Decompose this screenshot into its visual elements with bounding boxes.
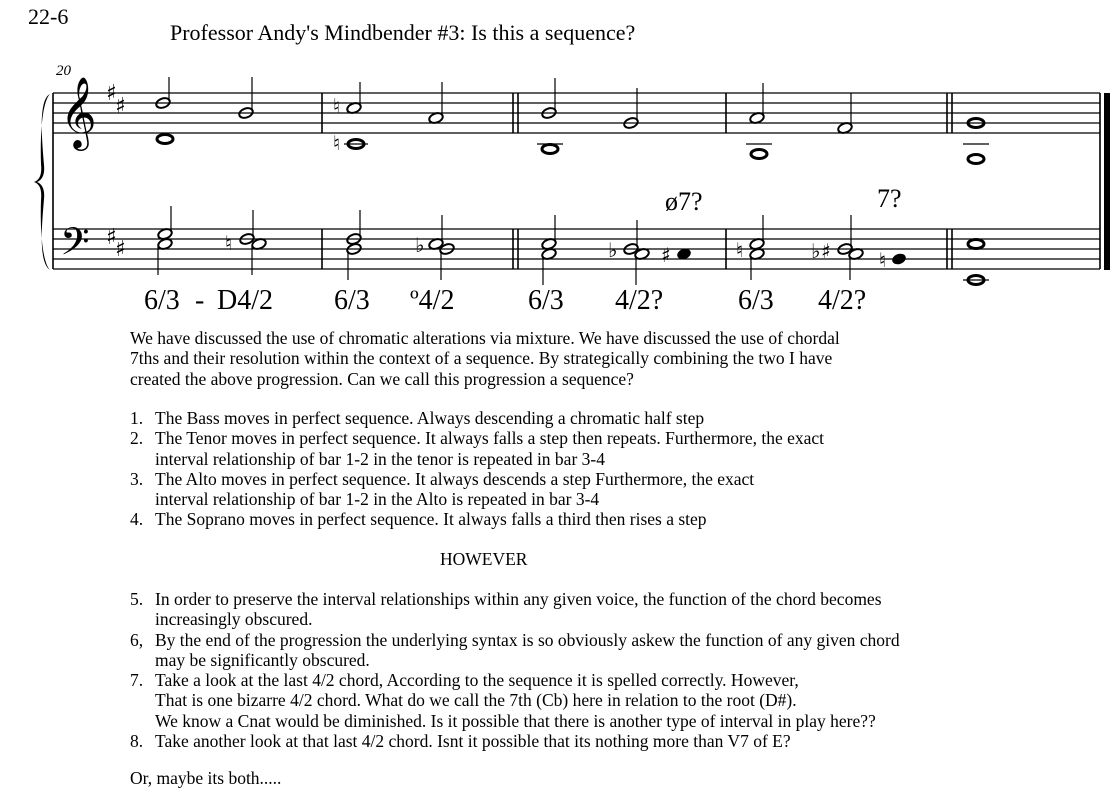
intro-line: 7ths and their resolution within the context of a sequence. By strategically combining the two I have	[130, 348, 833, 369]
treble-clef-icon: 𝄞	[60, 75, 97, 148]
figure-label: 4/2?	[615, 285, 664, 316]
intro-line: created the above progression. Can we call this progression a sequence?	[130, 368, 634, 389]
sharp-icon: ♯	[106, 81, 117, 106]
figure-label: 6/3	[334, 285, 370, 316]
sharp-icon: ♯	[821, 239, 831, 263]
flat-icon: ♭	[608, 238, 618, 262]
figure-label: 6/3	[144, 285, 180, 316]
intro-line: We have discussed the use of chromatic alterations via mixture. We have discussed the use of chordal	[130, 328, 840, 348]
list-item: 7. Take a look at the last 4/2 chord, According to the sequence it is spelled correctly. However, That is one bizarre 4/2 chord. What do we call the 7th (Cb) here in relation to the root (D#). We know a Cnat would be diminished. Is it possible that there is another type of interval in play here??	[130, 670, 876, 731]
figure-label: 4/2?	[818, 285, 867, 316]
figure-label: 6/3	[738, 285, 774, 316]
treble-staff	[53, 93, 1100, 133]
figure-label: -	[195, 285, 205, 316]
measure-number: 20	[56, 63, 71, 79]
caveats-list	[130, 589, 900, 751]
figure-label: D4/2	[217, 285, 273, 316]
list-item: 6, By the end of the progression the underlying syntax is so obviously askew the function of any given chord may be significantly obscured.	[130, 629, 900, 670]
list-item: 5. In order to preserve the interval relationships within any given voice, the function of the chord becomes increasingly obscured.	[130, 589, 882, 630]
list-item: 1. The Bass moves in perfect sequence. Always descending a chromatic half step	[130, 408, 705, 428]
list-item: 8. Take another look at that last 4/2 chord. Isnt it possible that its nothing more than V7 of E?	[130, 731, 791, 752]
page-title: Professor Andy's Mindbender #3: Is this a sequence?	[170, 20, 636, 45]
list-item: 4. The Soprano moves in perfect sequence. It always falls a third then rises a step	[130, 509, 707, 530]
flat-icon: ♭	[415, 233, 425, 257]
list-item: 2. The Tenor moves in perfect sequence. It always falls a step then repeats. Furthermore, the exact interval relationship of bar 1-2 in the tenor is repeated in bar 3-4	[130, 428, 825, 469]
sharp-icon: ♯	[115, 237, 126, 262]
natural-icon: ♮	[333, 131, 341, 155]
sharp-icon: ♯	[106, 225, 117, 250]
final-barline-icon	[1104, 93, 1110, 270]
brace-icon	[34, 94, 50, 270]
figure-label: 6/3	[528, 285, 564, 316]
bass-staff	[53, 229, 1100, 269]
page-number: 22-6	[28, 4, 69, 29]
closing-remark: Or, maybe its both.....	[130, 768, 282, 788]
intro-paragraph	[130, 328, 840, 389]
music-score	[0, 0, 1118, 320]
list-item: 3. The Alto moves in perfect sequence. It always descends a step Furthermore, the exact interval relationship of bar 1-2 in the Alto is repeated in bar 3-4	[130, 468, 755, 510]
sharp-icon: ♯	[115, 94, 126, 119]
sharp-icon: ♯	[661, 243, 671, 267]
natural-icon: ♮	[225, 231, 233, 255]
chord-annotation-seventh: 7?	[877, 184, 902, 213]
natural-icon: ♮	[879, 248, 887, 272]
flat-icon: ♭	[811, 239, 821, 263]
figure-label: º4/2	[410, 285, 455, 316]
bass-clef-icon: 𝄢	[60, 219, 90, 273]
voice-observations-list	[130, 408, 824, 530]
however-heading: HOWEVER	[440, 549, 528, 569]
key-signature	[106, 81, 126, 262]
natural-icon: ♮	[333, 94, 341, 118]
natural-icon: ♮	[736, 238, 744, 262]
chord-annotation-half-dim: ø7?	[665, 187, 703, 216]
